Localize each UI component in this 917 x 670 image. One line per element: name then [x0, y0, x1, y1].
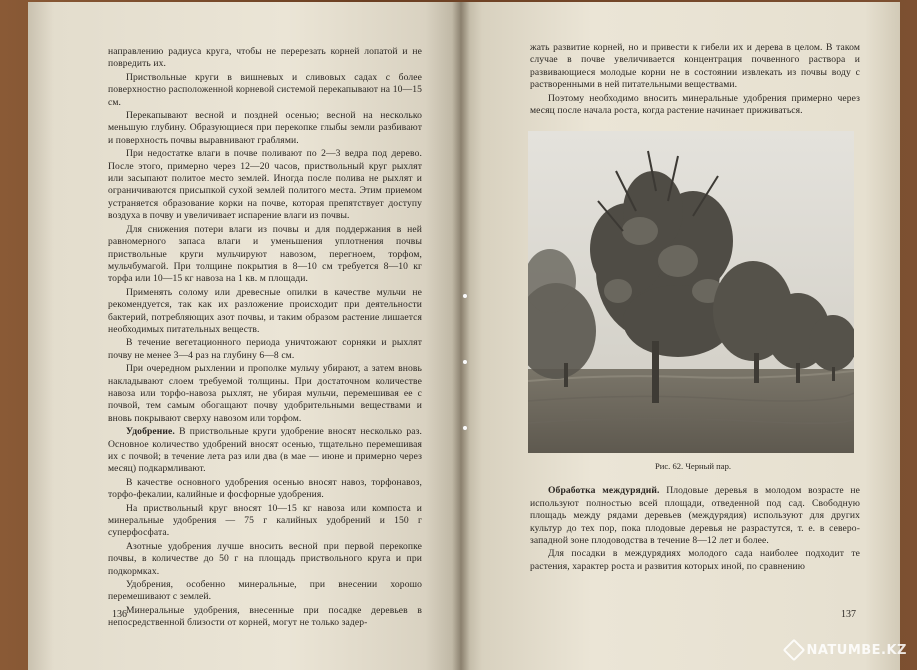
- watermark-text: NATUMBE.KZ: [806, 642, 907, 658]
- section-heading: Обработка междурядий.: [548, 485, 660, 497]
- paragraph-text: Минеральные удобрения, внесенные при посадке деревьев в непосредственной близости от корней, могут не только задер-: [108, 604, 422, 629]
- book-gutter: [452, 2, 470, 670]
- paragraph: [108, 503, 422, 540]
- paragraph: [530, 93, 860, 118]
- paragraph-text: Для посадки в междурядиях молодого сада наиболее подходит те растения, характер роста и развития которых иной, по сравнению: [530, 548, 860, 572]
- binding-stitch: [463, 426, 467, 430]
- paragraph-text: Удобрения, особенно минеральные, при внесении хорошо перемешивают с землей.: [108, 579, 422, 603]
- paragraph: [108, 605, 422, 630]
- paragraph: [108, 287, 422, 337]
- paragraph: [108, 224, 422, 286]
- paragraph-text: Приствольные круги в вишневых и сливовых садах с более поверхностно расположенной корневой системой перекапывают на 10—15 см.: [108, 71, 422, 108]
- paragraph-text: В приствольные круги удобрение вносят несколько раз. Основное количество удобрений вносят осенью, тщательно перемешивая их с почвой; в течение лета раз или два (в мае — июне и примерно через месяц) подкармливают.: [108, 426, 422, 475]
- paragraph-text: направлению радиуса круга, чтобы не перерезать корней лопатой и не повредить их.: [108, 46, 422, 70]
- paragraph: [108, 477, 422, 502]
- paragraph: [530, 42, 860, 92]
- paragraph-text: В течение вегетационного периода уничтожают сорняки и рыхлят почву не менее 3—4 раз на глубину 6—8 см.: [108, 337, 422, 361]
- paragraph: [108, 72, 422, 109]
- section-heading: Удобрение.: [126, 426, 175, 438]
- paragraph: [108, 426, 422, 476]
- paragraph-text: Для снижения потери влаги из почвы и для поддержания в ней равномерного запаса влаги и уменьшения уплотнения почвы приствольные круги мульчируют навозом, перегноем, торфом, мульчбумагой. При толщине покрытия в 8—10 см требуется 8—10 кг торфа или 10—15 кг навоза на 1 кв. м площади.: [108, 223, 422, 285]
- orchard-photo-image: [528, 131, 854, 453]
- right-page: [460, 2, 900, 670]
- paragraph: [108, 148, 422, 222]
- orchard-photo: [528, 131, 854, 453]
- binding-stitch: [463, 294, 467, 298]
- paragraph-text: В качестве основного удобрения осенью вносят навоз, торфонавоз, торфо-фекалии, калийные и фосфорные удобрения.: [108, 476, 422, 501]
- left-page: [28, 2, 460, 670]
- paragraph-text: Азотные удобрения лучше вносить весной при первой перекопке почвы, в количестве до 50 г на площадь приствольного круга и при подкормках.: [108, 540, 422, 577]
- paragraph-text: При недостатке влаги в почве поливают по 2—3 ведра под дерево. После этого, примерно через 12—20 часов, приствольный круг рыхлят или засыпают политое место землей. Иногда после полива не рыхлят и ограничиваются присыпкой сухой землей политого места. Этим приемом устраняется образование корки на почве, которая препятствует доступу воздуха в почву и увеличивает испарение влаги из почвы.: [108, 148, 422, 222]
- paragraph-text: При очередном рыхлении и прополке мульчу убирают, а затем вновь накладывают слоем требуемой толщины. При достаточном количестве навоза или торфо-навоза рыхлят, не убирая мульчи, перемешивая ее с почвой, тем самым обогащают почву удобрительными веществами и вновь покрывают сверху навозом или торфом.: [108, 363, 422, 424]
- binding-stitch: [463, 360, 467, 364]
- open-book: [28, 2, 900, 670]
- watermark: [786, 642, 907, 658]
- left-page-text: [108, 46, 422, 630]
- paragraph-text: Перекапывают весной и поздней осенью; весной на несколько меньшую глубину. Образующиеся при перекопке глыбы земли разбивают и поверхность почвы выравнивают граблями.: [108, 110, 422, 146]
- paragraph: [530, 548, 860, 573]
- paragraph: [108, 110, 422, 147]
- paragraph: [108, 579, 422, 604]
- paragraph-text: На приствольный круг вносят 10—15 кг навоза или компоста и минеральные удобрения — 75 г калийных удобрений и 150 г суперфосфата.: [108, 502, 422, 539]
- right-page-text-top: [530, 42, 860, 117]
- right-page-text-bottom: [530, 485, 860, 573]
- paragraph-text: Плодовые деревья в молодом возрасте не используют полностью всей площади, отведенной под сад. Свободную площадь между рядами деревьев (междурядия) используют для других культур до тех пор, пока плодовые деревья не разрастутся, т. е. в северо-западной зоне плодоводства в течение 8—12 лет и более.: [530, 485, 861, 547]
- paragraph: [108, 541, 422, 578]
- paragraph: [108, 337, 422, 362]
- figure-caption: Рис. 62. Черный пар.: [654, 461, 732, 472]
- paragraph-text: жать развитие корней, но и привести к гибели их и дерева в целом. В таком случае в почве увеличивается концентрация почвенного раствора и развивающиеся молодые корни не в состоянии извлекать из почвы воду с растворенными в ней питательными веществами.: [530, 42, 860, 91]
- paragraph: [108, 363, 422, 425]
- watermark-logo-icon: [783, 639, 806, 662]
- paragraph-text: Применять солому или древесные опилки в качестве мульчи не рекомендуется, так как их разложение происходит при деятельности бактерий, потребляющих азот почвы, и таким образом растение лишается необходимых питательных веществ.: [108, 286, 422, 335]
- paragraph-text: Поэтому необходимо вносить минеральные удобрения примерно через месяц после начала роста, когда растение начинает приживаться.: [530, 92, 860, 117]
- paragraph: [108, 46, 422, 71]
- left-page-number: 136: [112, 609, 127, 620]
- right-page-number: 137: [841, 609, 856, 620]
- paragraph: [530, 485, 860, 547]
